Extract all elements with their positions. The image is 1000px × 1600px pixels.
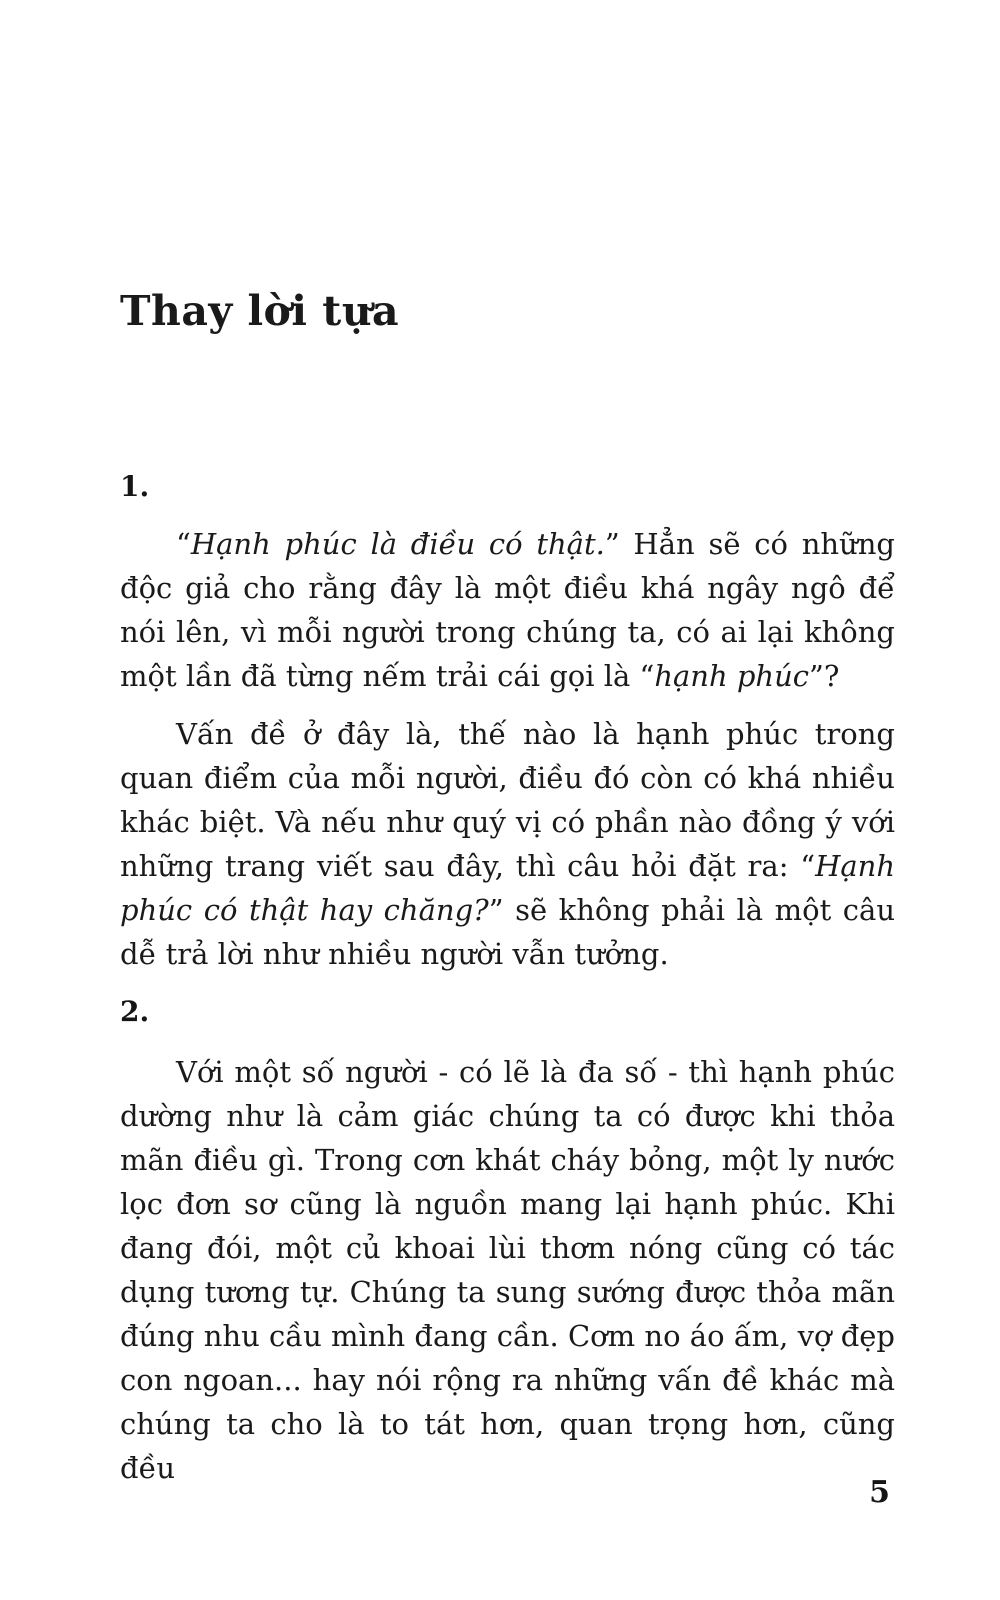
paragraph [120,712,895,976]
section-number: 2. [120,995,150,1028]
paragraph [120,1050,895,1490]
italic-phrase: Hạnh phúc là điều có thật. [190,527,605,561]
italic-phrase: hạnh phúc [654,659,810,693]
paragraph-text: ”? [809,659,840,693]
book-page [120,0,895,1600]
page-number: 5 [869,1475,890,1510]
paragraph [120,522,895,698]
section-number: 1. [120,470,150,503]
paragraph-text: Với một số người - có lẽ là đa số - thì hạnh phúc dường như là cảm giác chúng ta có được khi thỏa mãn điều gì. Trong cơn khát cháy bỏng, một ly nước lọc đơn sơ cũng là nguồn mang lại hạnh phúc. Khi đang đói, một củ khoai lùi thơm nóng cũng có tác dụng tương tự. Chúng ta sung sướng được thỏa mãn đúng nhu cầu mình đang cần. Cơm no áo ấm, vợ đẹp con ngoan... hay nói rộng ra những vấn đề khác mà chúng ta cho là to tát hơn, quan trọng hơn, cũng đều [120,1055,895,1485]
paragraph-text: ” sẽ không phải là một câu dễ trả lời như nhiều người vẫn tưởng. [120,893,895,971]
paragraph-text: ” Hẳn sẽ có những độc giả cho rằng đây là một điều khá ngây ngô để nói lên, vì mỗi người trong chúng ta, có ai lại không một lần đã từng nếm trải cái gọi là “ [120,527,895,693]
chapter-title: Thay lời tựa [120,287,400,335]
quote-mark: “ [176,527,191,561]
paragraph-text: Vấn đề ở đây là, thế nào là hạnh phúc trong quan điểm của mỗi người, điều đó còn có khá nhiều khác biệt. Và nếu như quý vị có phần nào đồng ý với những trang viết sau đây, thì câu hỏi đặt ra: “ [120,717,895,883]
italic-phrase: Hạnh phúc có thật hay chăng? [120,849,895,927]
